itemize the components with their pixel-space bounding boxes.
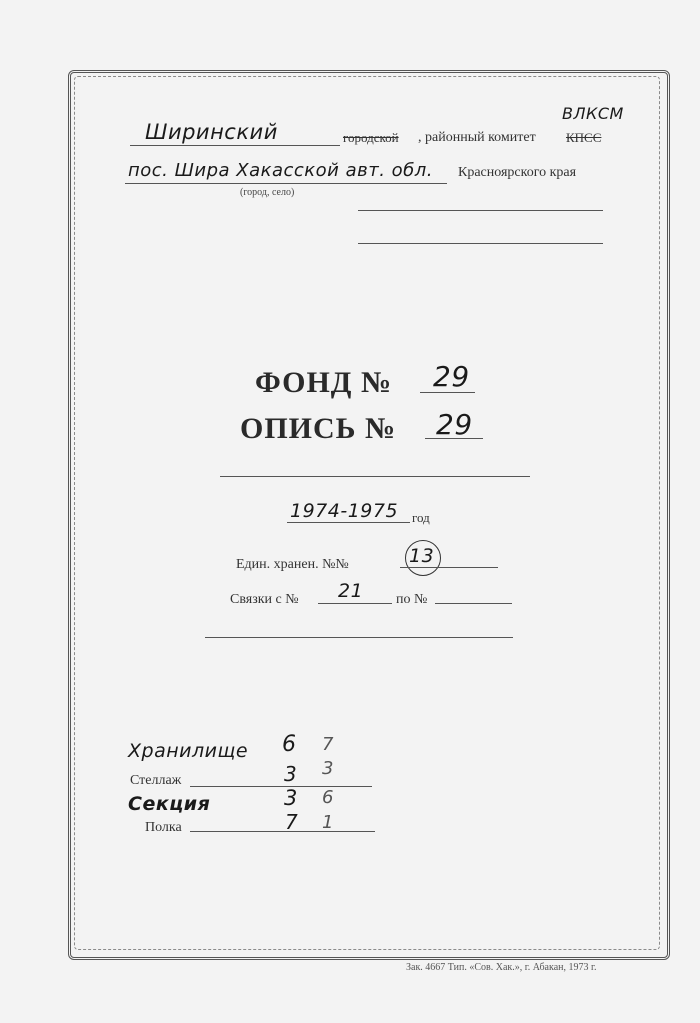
bundle-label: Связки с № <box>230 592 299 607</box>
raionny-komitet-label: , районный комитет <box>418 130 536 145</box>
opis-number: 29 <box>436 408 473 441</box>
region-label: Красноярского края <box>458 165 577 180</box>
bundle-from-value: 21 <box>338 580 364 602</box>
stellazh-value-2: 3 <box>322 758 334 779</box>
kpss-struck: КПСС <box>566 130 602 145</box>
polka-underline <box>190 831 375 832</box>
khranilishche-label: Хранилище <box>128 740 249 762</box>
print-imprint: Зак. 4667 Тип. «Сов. Хак.», г. Абакан, 1973 г. <box>406 962 597 973</box>
units-value: 13 <box>409 545 435 567</box>
vlksm-handwritten: ВЛКСМ <box>562 104 624 123</box>
years-underline <box>287 522 410 523</box>
fond-number: 29 <box>433 360 470 393</box>
units-underline <box>400 567 498 568</box>
bundle-to-label: по № <box>396 592 428 607</box>
details-divider <box>205 637 513 638</box>
place-handwritten: пос. Шира Хакасской авт. обл. <box>128 160 434 181</box>
opis-number-underline <box>425 438 483 439</box>
divider-line <box>220 476 530 477</box>
bundle-to-underline <box>435 603 512 604</box>
sektsiya-label: Секция <box>128 793 211 815</box>
fond-number-underline <box>420 392 475 393</box>
polka-label: Полка <box>145 820 182 835</box>
stellazh-value-1: 3 <box>284 762 298 786</box>
polka-value-1: 7 <box>285 810 299 834</box>
blank-line-1 <box>358 210 603 211</box>
khranilishche-value-1: 6 <box>282 732 297 757</box>
sektsiya-value-2: 6 <box>322 787 334 808</box>
sektsiya-value-1: 3 <box>284 786 298 810</box>
khranilishche-value-2: 7 <box>322 734 334 755</box>
fond-label: ФОНД № <box>255 366 393 399</box>
god-label: год <box>412 510 430 525</box>
polka-value-2: 1 <box>322 812 334 833</box>
years-handwritten: 1974-1975 <box>290 500 399 522</box>
bundle-from-underline <box>318 603 392 604</box>
stellazh-label: Стеллаж <box>130 773 182 788</box>
committee-underline <box>130 145 340 146</box>
committee-name-handwritten: Ширинский <box>145 120 278 144</box>
opis-label: ОПИСЬ № <box>240 412 397 445</box>
place-hint: (город, село) <box>240 187 295 198</box>
place-underline <box>125 183 447 184</box>
stellazh-underline <box>190 786 372 787</box>
units-label: Един. хранен. №№ <box>236 557 349 572</box>
blank-line-2 <box>358 243 603 244</box>
gorodskoy-struck: городской <box>343 130 399 145</box>
